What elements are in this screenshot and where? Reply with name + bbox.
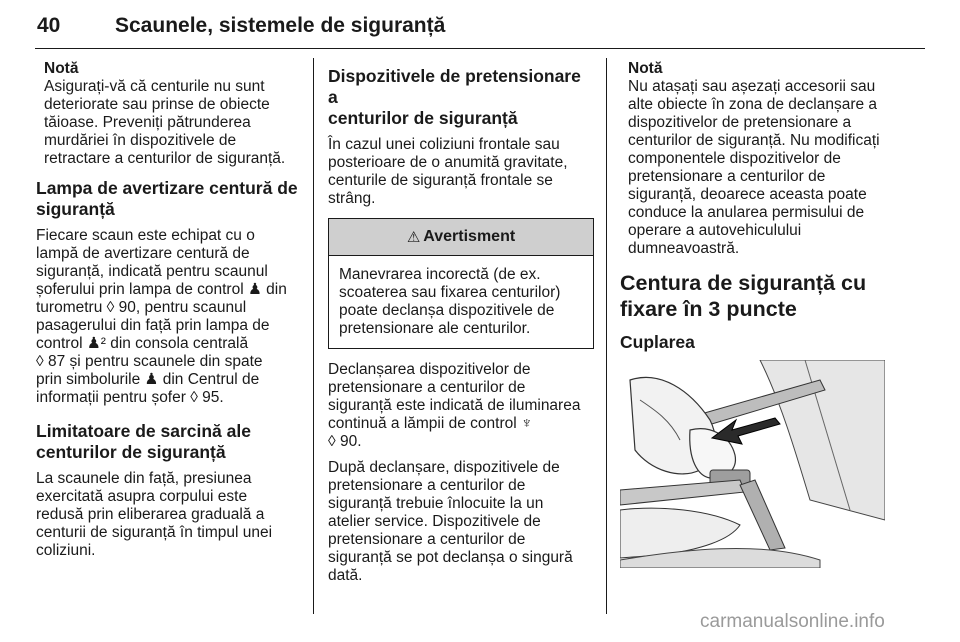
note-label: Notă (44, 60, 79, 77)
section-heading-lamp: Lampa de avertizare centură de siguranță (36, 178, 298, 219)
warning-title: Avertisment (423, 228, 516, 245)
note-line: deteriorate sau prinse de obiecte (44, 96, 270, 113)
watermark: carmanualsonline.info (700, 611, 885, 632)
page-number: 40 (37, 14, 61, 37)
after-deploy-paragraph: După declanșare, dispozitivele de pretensionare a centurilor de siguranță trebuie înlocuite la un atelier service. Dispozitivele de pretensionare a centurilor de siguranță se pot declanșa o singură dată. (328, 459, 573, 584)
section-heading-limiter: Limitatoare de sarcină ale centurilor de siguranță (36, 421, 251, 462)
pretensioner-intro: În cazul unei coliziuni frontale sau posterioare de o anumită gravitate, centurile de siguranță frontale se strâng. (328, 136, 568, 207)
seatbelt-buckle-figure (620, 360, 885, 568)
note-label: Notă (628, 60, 663, 77)
note-block: Notă Nu atașați sau așezați accesorii sau alte obiecte în zona de declanșare a dispozitivelor de pretensionare a centurilor de siguranță. Nu modificați componentele dispozitivelor de pretensionare a centurilor de siguranță, deoarece aceasta poate conduce la anularea permisului de operare a autovehiculului dumneavoastră. (620, 60, 892, 258)
warning-box (328, 218, 594, 349)
column-divider-2 (606, 58, 607, 614)
header-divider (35, 48, 925, 49)
seatbelt-buckle-icon (620, 360, 885, 568)
lamp-paragraph: Fiecare scaun este echipat cu o lampă de avertizare centură de siguranță, indicată pentru scaunul șoferului prin lampa de control ♟ din turometru ◊ 90, pentru scaunul pasagerului din față prin lampa de control ♟² din consola centrală ◊ 87 și pentru scaunele din spate prin simbolurile ♟ din Centrul de informații pentru șofer ◊ 95. (36, 227, 287, 406)
limiter-paragraph: La scaunele din față, presiunea exercitată asupra corpului este redusă prin eliberarea graduală a centurii de siguranță în timpul unei coliziuni. (36, 470, 273, 559)
column-2 (328, 60, 594, 585)
subheading-fastening: Cuplarea (620, 332, 695, 352)
note-line: tăioase. Preveniți pătrunderea (44, 114, 251, 131)
column-1 (36, 60, 304, 560)
warning-icon: ⚠ (406, 229, 421, 246)
note-line: murdăriei în dispozitivele de (44, 132, 237, 149)
page-title: Scaunele, sistemele de siguranță (115, 14, 446, 37)
section-heading-pretensioner: Dispozitivele de pretensionare a centurilor de siguranță (328, 66, 581, 128)
column-3 (620, 60, 892, 353)
section-heading-3point-belt: Centura de siguranță cu fixare în 3 puncte (620, 271, 867, 321)
column-divider-1 (313, 58, 314, 614)
note-block (36, 60, 304, 168)
deploy-paragraph: Declanșarea dispozitivelor de pretensionare a centurilor de siguranță este indicată de iluminarea continuă a lămpii de control ♆ ◊ 90. (328, 361, 581, 450)
warning-body: Manevrarea incorectă (de ex. scoaterea sau fixarea centurilor) poate declanșa dispozitivele de pretensionare ale centurilor. (339, 266, 561, 337)
note-line: retractare a centurilor de siguranță. (44, 150, 286, 167)
warning-header (329, 219, 593, 256)
page-header (35, 10, 925, 44)
note-line: Asigurați-vă că centurile nu sunt (44, 78, 265, 95)
